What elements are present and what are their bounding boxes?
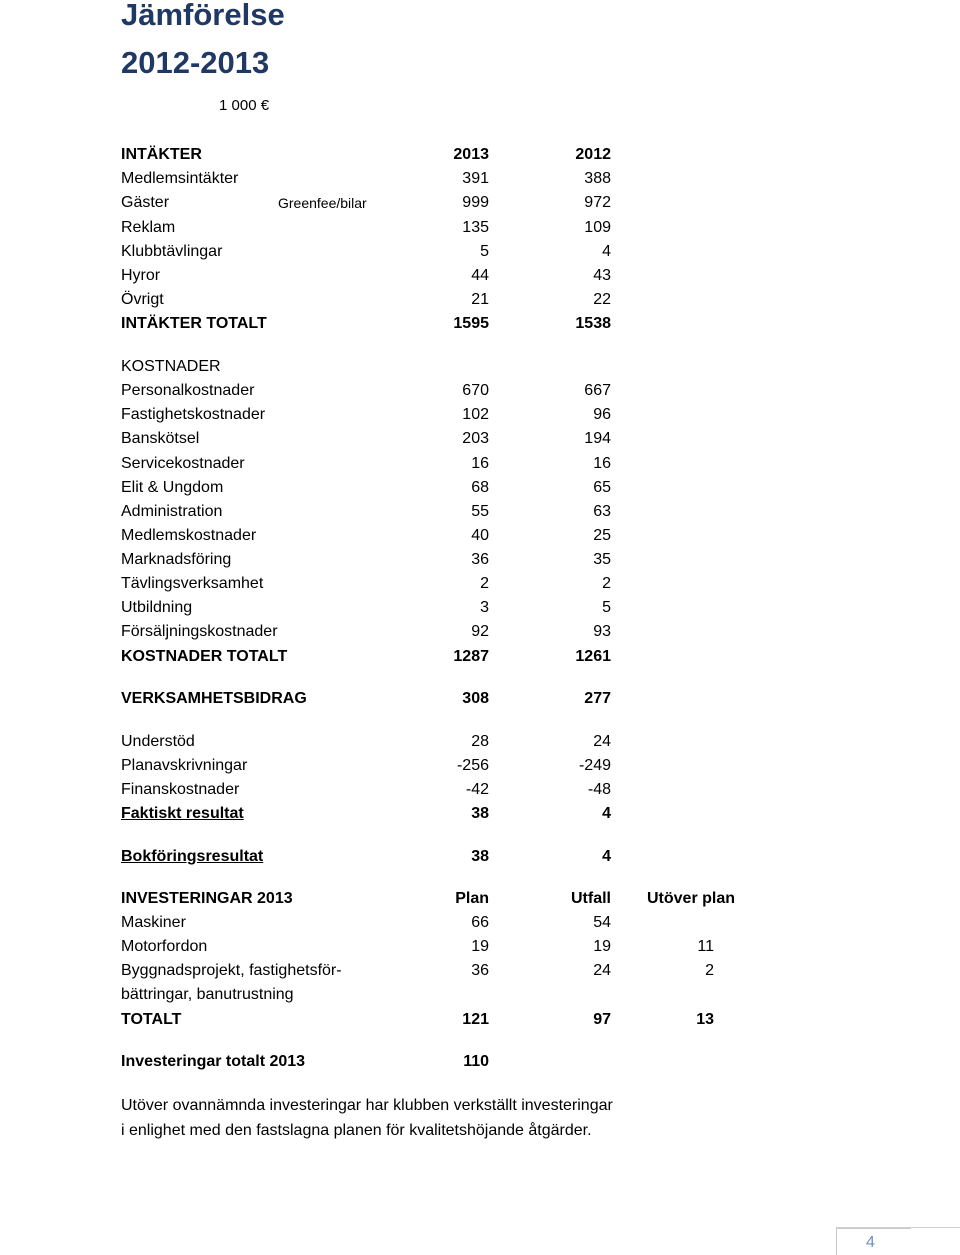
row-label: TOTALT	[121, 1011, 182, 1028]
table-row	[0, 525, 960, 547]
value-2012: 4	[602, 243, 611, 260]
investments-grand-total-row	[0, 1051, 960, 1073]
value-2013: -42	[465, 781, 489, 798]
table-row	[0, 428, 960, 450]
row-label: Marknadsföring	[121, 551, 232, 568]
value-2012: 25	[593, 527, 611, 544]
investments-heading: INVESTERINGAR 2013	[121, 890, 293, 907]
row-label: Faktiskt resultat	[121, 805, 244, 822]
row-label: Administration	[121, 503, 223, 520]
table-row	[0, 597, 960, 619]
value-2013: 203	[462, 430, 489, 447]
row-label: Försäljningskostnader	[121, 623, 278, 640]
value-outcome: 97	[593, 1011, 611, 1028]
row-label-continuation: bättringar, banutrustning	[121, 986, 294, 1003]
row-label: Understöd	[121, 733, 195, 750]
table-row	[0, 621, 960, 643]
row-label: Klubbtävlingar	[121, 243, 223, 260]
value-2012: 277	[584, 690, 611, 707]
table-row	[0, 501, 960, 523]
footnote-line: i enlighet med den fastslagna planen för kvalitetshöjande åtgärder.	[121, 1122, 592, 1139]
row-label: Tävlingsverksamhet	[121, 575, 264, 592]
row-label: Personalkostnader	[121, 382, 255, 399]
row-label: Övrigt	[121, 291, 164, 308]
value-over: 2	[705, 962, 714, 979]
row-label: Banskötsel	[121, 430, 200, 447]
footnote-line: Utöver ovannämnda investeringar har klubben verkställt investeringar	[121, 1097, 613, 1114]
value-2012: 5	[602, 599, 611, 616]
value-2013: 2	[480, 575, 489, 592]
table-row	[0, 380, 960, 402]
value-2012: 1538	[575, 315, 611, 332]
row-label: Planavskrivningar	[121, 757, 248, 774]
table-row	[0, 549, 960, 571]
booked-result-row	[0, 846, 960, 868]
value-over: 11	[697, 938, 714, 955]
costs-heading: KOSTNADER	[121, 358, 221, 375]
value-2012: 667	[584, 382, 611, 399]
value-2013: 3	[480, 599, 489, 616]
table-row	[0, 217, 960, 239]
row-label: Elit & Ungdom	[121, 479, 224, 496]
page-subtitle: 2012-2013	[121, 45, 270, 80]
value-2013: 1287	[453, 648, 489, 665]
value-2012: 4	[602, 805, 611, 822]
income-heading: INTÄKTER	[121, 146, 202, 163]
value-over: 13	[696, 1011, 714, 1028]
income-total-row	[0, 313, 960, 335]
value-outcome: 54	[593, 914, 611, 931]
value-2012: 972	[584, 194, 611, 211]
row-label: Hyror	[121, 267, 161, 284]
value-2012: 63	[593, 503, 611, 520]
col-2013-header: 2013	[453, 146, 489, 163]
row-label: INTÄKTER TOTALT	[121, 315, 267, 332]
value-outcome: 19	[593, 938, 611, 955]
value-2013: 5	[480, 243, 489, 260]
value-2013: 92	[471, 623, 489, 640]
unit-label: 1 000 €	[219, 97, 270, 114]
value-2013: 135	[462, 219, 489, 236]
investments-total-row	[0, 1009, 960, 1031]
value-2012: 43	[593, 267, 611, 284]
row-note: Greenfee/bilar	[278, 195, 367, 211]
row-label: Medlemskostnader	[121, 527, 257, 544]
costs-total-row	[0, 646, 960, 668]
page-title: Jämförelse	[121, 0, 285, 32]
value-2012: 24	[593, 733, 611, 750]
table-row	[0, 168, 960, 190]
table-row	[0, 265, 960, 287]
value-plan: 66	[471, 914, 489, 931]
value-2012: 16	[593, 455, 611, 472]
value-2012: 1261	[575, 648, 611, 665]
value-2012: 22	[593, 291, 611, 308]
value-2013: 28	[471, 733, 489, 750]
row-label: Medlemsintäkter	[121, 170, 239, 187]
table-row	[0, 779, 960, 801]
value-2013: 391	[462, 170, 489, 187]
value-2012: -249	[578, 757, 611, 774]
value-2013: 999	[462, 194, 489, 211]
value-plan: 121	[462, 1011, 489, 1028]
table-row	[0, 573, 960, 595]
value-plan: 19	[471, 938, 489, 955]
col-plan-header: Plan	[455, 890, 489, 907]
table-row	[0, 453, 960, 475]
table-row	[0, 936, 960, 958]
value-2012: 4	[602, 848, 611, 865]
col-outcome-header: Utfall	[571, 890, 611, 907]
value-2012: 35	[593, 551, 611, 568]
row-label: Motorfordon	[121, 938, 208, 955]
row-label: Investeringar totalt 2013	[121, 1053, 306, 1070]
row-label: Gäster	[121, 194, 170, 211]
table-row	[0, 241, 960, 263]
table-row	[0, 731, 960, 753]
footnote-paragraph	[121, 1093, 613, 1143]
costs-header-row	[0, 356, 960, 378]
table-row	[0, 755, 960, 777]
value-2013: 308	[462, 690, 489, 707]
contribution-row	[0, 688, 960, 710]
value-2012: 2	[602, 575, 611, 592]
table-row	[0, 912, 960, 934]
row-label: Reklam	[121, 219, 176, 236]
value-2012: 388	[584, 170, 611, 187]
value-2013: 1595	[453, 315, 489, 332]
value-plan: 36	[471, 962, 489, 979]
value-2013: 16	[471, 455, 489, 472]
row-label: KOSTNADER TOTALT	[121, 648, 288, 665]
value-2013: 670	[462, 382, 489, 399]
table-row-continuation	[0, 984, 960, 1006]
col-2012-header: 2012	[575, 146, 611, 163]
value-total: 110	[463, 1053, 489, 1070]
value-2012: 65	[593, 479, 611, 496]
value-2013: 44	[471, 267, 489, 284]
table-row	[0, 404, 960, 426]
row-label: Fastighetskostnader	[121, 406, 266, 423]
value-2012: 96	[593, 406, 611, 423]
row-label: Servicekostnader	[121, 455, 245, 472]
row-label: Byggnadsprojekt, fastighetsför-	[121, 962, 342, 979]
value-2013: 21	[471, 291, 489, 308]
col-over-header: Utöver plan	[646, 890, 735, 907]
income-header-row	[0, 144, 960, 166]
table-row	[0, 960, 960, 982]
value-2013: 38	[471, 805, 489, 822]
row-label: Bokföringsresultat	[121, 848, 264, 865]
table-row	[0, 289, 960, 311]
table-row	[0, 477, 960, 499]
value-2013: 68	[471, 479, 489, 496]
value-2012: 194	[584, 430, 611, 447]
value-2013: 102	[462, 406, 489, 423]
value-2013: 36	[471, 551, 489, 568]
value-2012: -48	[587, 781, 611, 798]
value-2013: 38	[471, 848, 489, 865]
value-2012: 109	[584, 219, 611, 236]
row-label: Finanskostnader	[121, 781, 240, 798]
page-number: 4	[866, 1234, 875, 1251]
row-label: VERKSAMHETSBIDRAG	[121, 690, 307, 707]
value-2013: -256	[456, 757, 489, 774]
table-row	[0, 192, 960, 214]
value-2013: 40	[471, 527, 489, 544]
row-label: Utbildning	[121, 599, 193, 616]
value-2013: 55	[471, 503, 489, 520]
row-label: Maskiner	[121, 914, 186, 931]
investments-header-row	[0, 888, 960, 910]
value-outcome: 24	[593, 962, 611, 979]
value-2012: 93	[593, 623, 611, 640]
actual-result-row	[0, 803, 960, 825]
